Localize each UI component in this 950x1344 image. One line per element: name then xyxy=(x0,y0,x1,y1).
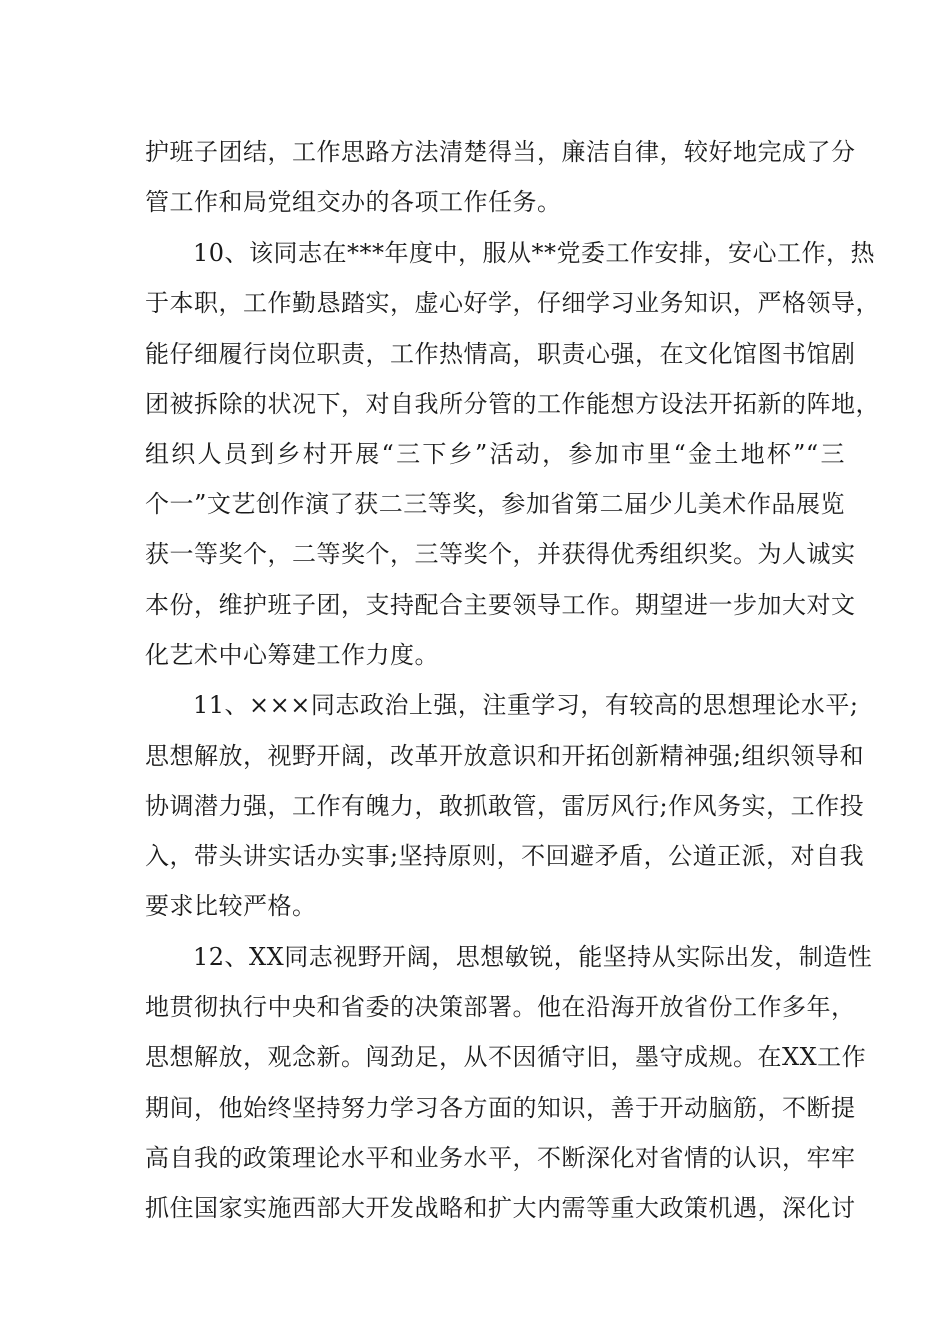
text-line: 思想解放，观念新。闯劲足，从不因循守旧，墨守成规。在XX工作 xyxy=(145,1043,867,1071)
text-line: 协调潜力强，工作有魄力，敢抓敢管，雷厉风行;作风务实，工作投 xyxy=(145,792,865,820)
text-line: 思想解放，视野开阔，改革开放意识和开拓创新精神强;组织领导和 xyxy=(145,742,865,770)
text-line: 管工作和局党组交办的各项工作任务。 xyxy=(145,188,562,216)
text-line: 地贯彻执行中央和省委的决策部署。他在沿海开放省份工作多年， xyxy=(145,993,856,1021)
text-line: 抓住国家实施西部大开发战略和扩大内需等重大政策机遇，深化讨 xyxy=(145,1194,856,1222)
text-line: 团被拆除的状况下，对自我所分管的工作能想方设法开拓新的阵地， xyxy=(145,390,880,418)
text-line: 本份，维护班子团，支持配合主要领导工作。期望进一步加大对文 xyxy=(145,591,856,619)
paragraph-10-start: 10、该同志在***年度中，服从**党委工作安排，安心工作，热 xyxy=(193,239,876,267)
text-line: 要求比较严格。 xyxy=(145,892,317,920)
paragraph-11-start: 11、×××同志政治上强，注重学习，有较高的思想理论水平; xyxy=(193,691,859,719)
text-line: 护班子团结，工作思路方法清楚得当，廉洁自律，较好地完成了分 xyxy=(145,138,856,166)
text-line: 高自我的政策理论水平和业务水平，不断深化对省情的认识，牢牢 xyxy=(145,1144,856,1172)
paragraph-12-start: 12、XX同志视野开阔，思想敏锐，能坚持从实际出发，制造性 xyxy=(193,943,873,971)
text-line: 组织人员到乡村开展“三下乡”活动，参加市里“金土地杯”“三 xyxy=(145,440,845,468)
text-line: 个一”文艺创作演了获二三等奖，参加省第二届少儿美术作品展览 xyxy=(145,490,845,518)
text-line: 化艺术中心筹建工作力度。 xyxy=(145,641,439,669)
text-line: 入，带头讲实话办实事;坚持原则，不回避矛盾，公道正派，对自我 xyxy=(145,842,865,870)
text-line: 能仔细履行岗位职责，工作热情高，职责心强，在文化馆图书馆剧 xyxy=(145,340,856,368)
text-line: 期间，他始终坚持努力学习各方面的知识，善于开动脑筋，不断提 xyxy=(145,1094,856,1122)
text-line: 于本职，工作勤恳踏实，虚心好学，仔细学习业务知识，严格领导， xyxy=(145,289,880,317)
text-line: 获一等奖个，二等奖个，三等奖个，并获得优秀组织奖。为人诚实 xyxy=(145,540,856,568)
